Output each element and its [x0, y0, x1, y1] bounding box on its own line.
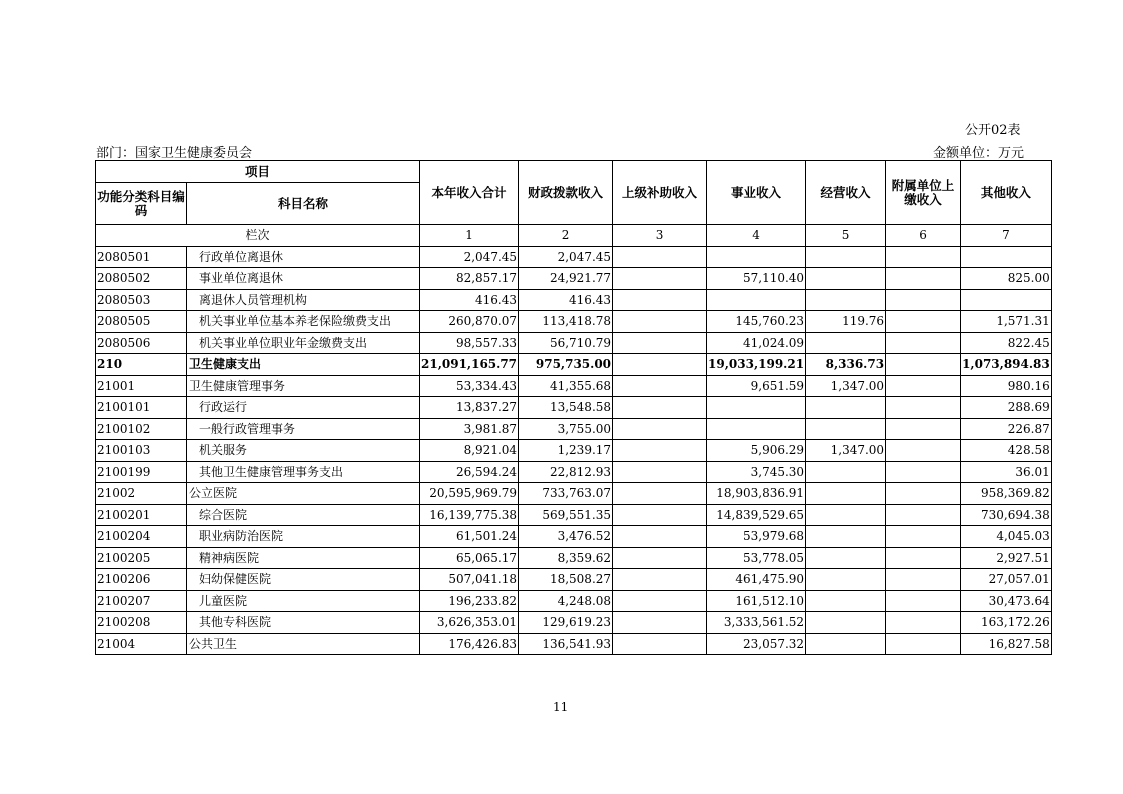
cell-code: 2100207 [96, 590, 187, 612]
header-superior: 上级补助收入 [613, 161, 707, 225]
cell-business: 53,778.05 [707, 547, 806, 569]
income-table [95, 160, 1052, 655]
cell-business: 3,745.30 [707, 461, 806, 483]
cell-name: 公立医院 [187, 483, 420, 505]
cell-total: 82,857.17 [420, 268, 519, 290]
column-number: 2 [519, 225, 613, 247]
cell-operating: 1,347.00 [806, 440, 886, 462]
cell-name: 综合医院 [187, 504, 420, 526]
cell-other: 958,369.82 [961, 483, 1052, 505]
cell-total: 20,595,969.79 [420, 483, 519, 505]
cell-superior [613, 526, 707, 548]
cell-name: 机关事业单位基本养老保险缴费支出 [187, 311, 420, 333]
cell-other [961, 289, 1052, 311]
cell-business: 53,979.68 [707, 526, 806, 548]
table-row [96, 311, 1052, 333]
cell-other: 36.01 [961, 461, 1052, 483]
cell-code: 2080505 [96, 311, 187, 333]
cell-other [961, 246, 1052, 268]
cell-fiscal: 3,476.52 [519, 526, 613, 548]
table-row [96, 354, 1052, 376]
cell-other: 730,694.38 [961, 504, 1052, 526]
cell-business: 14,839,529.65 [707, 504, 806, 526]
cell-name: 其他专科医院 [187, 612, 420, 634]
cell-superior [613, 440, 707, 462]
cell-code: 2100208 [96, 612, 187, 634]
cell-business: 5,906.29 [707, 440, 806, 462]
cell-other: 428.58 [961, 440, 1052, 462]
table-row [96, 397, 1052, 419]
cell-superior [613, 547, 707, 569]
table-row [96, 483, 1052, 505]
cell-affiliated [886, 268, 961, 290]
cell-other: 163,172.26 [961, 612, 1052, 634]
cell-affiliated [886, 418, 961, 440]
cell-superior [613, 633, 707, 655]
cell-superior [613, 246, 707, 268]
cell-superior [613, 311, 707, 333]
cell-other: 980.16 [961, 375, 1052, 397]
cell-operating [806, 569, 886, 591]
unit-label: 金额单位：万元 [933, 146, 1025, 161]
cell-fiscal: 4,248.08 [519, 590, 613, 612]
cell-code: 2100201 [96, 504, 187, 526]
cell-total: 98,557.33 [420, 332, 519, 354]
cell-other: 825.00 [961, 268, 1052, 290]
cell-name: 离退休人员管理机构 [187, 289, 420, 311]
cell-other: 30,473.64 [961, 590, 1052, 612]
cell-fiscal: 8,359.62 [519, 547, 613, 569]
cell-affiliated [886, 246, 961, 268]
table-row [96, 332, 1052, 354]
cell-affiliated [886, 461, 961, 483]
cell-operating [806, 332, 886, 354]
cell-code: 2080502 [96, 268, 187, 290]
cell-superior [613, 483, 707, 505]
cell-total: 507,041.18 [420, 569, 519, 591]
cell-affiliated [886, 440, 961, 462]
cell-name: 公共卫生 [187, 633, 420, 655]
header-item: 项目 [96, 161, 420, 183]
cell-operating [806, 483, 886, 505]
table-row [96, 246, 1052, 268]
cell-total: 53,334.43 [420, 375, 519, 397]
cell-name: 其他卫生健康管理事务支出 [187, 461, 420, 483]
header-total: 本年收入合计 [420, 161, 519, 225]
cell-business: 57,110.40 [707, 268, 806, 290]
cell-name: 精神病医院 [187, 547, 420, 569]
cell-other: 288.69 [961, 397, 1052, 419]
cell-operating [806, 526, 886, 548]
cell-name: 机关服务 [187, 440, 420, 462]
cell-superior [613, 354, 707, 376]
table-row [96, 590, 1052, 612]
cell-fiscal: 129,619.23 [519, 612, 613, 634]
cell-operating [806, 633, 886, 655]
cell-superior [613, 332, 707, 354]
cell-total: 8,921.04 [420, 440, 519, 462]
cell-affiliated [886, 375, 961, 397]
cell-name: 行政单位离退休 [187, 246, 420, 268]
cell-name: 职业病防治医院 [187, 526, 420, 548]
cell-business: 3,333,561.52 [707, 612, 806, 634]
cell-fiscal: 56,710.79 [519, 332, 613, 354]
table-row [96, 547, 1052, 569]
cell-fiscal: 569,551.35 [519, 504, 613, 526]
table-row [96, 569, 1052, 591]
cell-affiliated [886, 504, 961, 526]
header-affiliated: 附属单位上缴收入 [886, 161, 961, 225]
cell-operating: 119.76 [806, 311, 886, 333]
cell-affiliated [886, 569, 961, 591]
cell-fiscal: 41,355.68 [519, 375, 613, 397]
cell-other: 822.45 [961, 332, 1052, 354]
table-body [96, 246, 1052, 655]
cell-total: 416.43 [420, 289, 519, 311]
cell-superior [613, 590, 707, 612]
cell-affiliated [886, 633, 961, 655]
cell-total: 2,047.45 [420, 246, 519, 268]
cell-code: 2100101 [96, 397, 187, 419]
cell-total: 3,981.87 [420, 418, 519, 440]
cell-affiliated [886, 332, 961, 354]
column-number: 1 [420, 225, 519, 247]
cell-code: 21002 [96, 483, 187, 505]
cell-business: 18,903,836.91 [707, 483, 806, 505]
cell-code: 2100206 [96, 569, 187, 591]
table-row [96, 526, 1052, 548]
cell-fiscal: 3,755.00 [519, 418, 613, 440]
cell-fiscal: 22,812.93 [519, 461, 613, 483]
table-row [96, 633, 1052, 655]
table-row [96, 289, 1052, 311]
cell-affiliated [886, 289, 961, 311]
header-fiscal: 财政拨款收入 [519, 161, 613, 225]
cell-operating [806, 289, 886, 311]
cell-code: 2080506 [96, 332, 187, 354]
cell-code: 21004 [96, 633, 187, 655]
header-other: 其他收入 [961, 161, 1052, 225]
cell-superior [613, 289, 707, 311]
header-name: 科目名称 [187, 183, 420, 225]
table-row [96, 504, 1052, 526]
page-number: 11 [553, 700, 569, 714]
cell-operating [806, 504, 886, 526]
cell-superior [613, 569, 707, 591]
cell-business [707, 246, 806, 268]
table-row [96, 461, 1052, 483]
cell-name: 行政运行 [187, 397, 420, 419]
cell-operating [806, 246, 886, 268]
cell-total: 26,594.24 [420, 461, 519, 483]
cell-other: 2,927.51 [961, 547, 1052, 569]
cell-superior [613, 504, 707, 526]
cell-affiliated [886, 397, 961, 419]
cell-total: 260,870.07 [420, 311, 519, 333]
cell-other: 16,827.58 [961, 633, 1052, 655]
header-business: 事业收入 [707, 161, 806, 225]
cell-code: 2100199 [96, 461, 187, 483]
header-code: 功能分类科目编码 [96, 183, 187, 225]
cell-business: 145,760.23 [707, 311, 806, 333]
cell-operating [806, 397, 886, 419]
cell-fiscal: 1,239.17 [519, 440, 613, 462]
column-number: 6 [886, 225, 961, 247]
cell-operating: 8,336.73 [806, 354, 886, 376]
column-number: 7 [961, 225, 1052, 247]
table-row [96, 612, 1052, 634]
cell-code: 2100102 [96, 418, 187, 440]
cell-name: 机关事业单位职业年金缴费支出 [187, 332, 420, 354]
cell-operating: 1,347.00 [806, 375, 886, 397]
cell-operating [806, 547, 886, 569]
cell-superior [613, 375, 707, 397]
cell-total: 65,065.17 [420, 547, 519, 569]
cell-affiliated [886, 526, 961, 548]
cell-affiliated [886, 612, 961, 634]
cell-name: 一般行政管理事务 [187, 418, 420, 440]
cell-other: 226.87 [961, 418, 1052, 440]
header-operating: 经营收入 [806, 161, 886, 225]
cell-total: 61,501.24 [420, 526, 519, 548]
cell-name: 儿童医院 [187, 590, 420, 612]
cell-business [707, 418, 806, 440]
cell-superior [613, 268, 707, 290]
column-number: 4 [707, 225, 806, 247]
cell-code: 21001 [96, 375, 187, 397]
cell-operating [806, 461, 886, 483]
cell-name: 事业单位离退休 [187, 268, 420, 290]
cell-other: 4,045.03 [961, 526, 1052, 548]
cell-total: 196,233.82 [420, 590, 519, 612]
cell-total: 3,626,353.01 [420, 612, 519, 634]
cell-business: 41,024.09 [707, 332, 806, 354]
table-row [96, 418, 1052, 440]
column-number: 5 [806, 225, 886, 247]
cell-fiscal: 113,418.78 [519, 311, 613, 333]
cell-code: 210 [96, 354, 187, 376]
cell-superior [613, 612, 707, 634]
cell-fiscal: 24,921.77 [519, 268, 613, 290]
cell-fiscal: 13,548.58 [519, 397, 613, 419]
department-label: 部门：国家卫生健康委员会 [96, 146, 253, 161]
cell-business: 9,651.59 [707, 375, 806, 397]
cell-business: 19,033,199.21 [707, 354, 806, 376]
cell-code: 2100103 [96, 440, 187, 462]
cell-fiscal: 18,508.27 [519, 569, 613, 591]
cell-other: 1,073,894.83 [961, 354, 1052, 376]
cell-operating [806, 418, 886, 440]
cell-other: 1,571.31 [961, 311, 1052, 333]
cell-name: 卫生健康支出 [187, 354, 420, 376]
cell-other: 27,057.01 [961, 569, 1052, 591]
cell-total: 21,091,165.77 [420, 354, 519, 376]
cell-business: 461,475.90 [707, 569, 806, 591]
cell-operating [806, 590, 886, 612]
cell-total: 16,139,775.38 [420, 504, 519, 526]
cell-code: 2100204 [96, 526, 187, 548]
cell-operating [806, 268, 886, 290]
cell-fiscal: 136,541.93 [519, 633, 613, 655]
cell-name: 卫生健康管理事务 [187, 375, 420, 397]
table-row [96, 375, 1052, 397]
cell-affiliated [886, 354, 961, 376]
cell-code: 2080501 [96, 246, 187, 268]
cell-total: 13,837.27 [420, 397, 519, 419]
cell-fiscal: 733,763.07 [519, 483, 613, 505]
cell-affiliated [886, 590, 961, 612]
cell-superior [613, 461, 707, 483]
cell-superior [613, 418, 707, 440]
cell-business [707, 289, 806, 311]
cell-affiliated [886, 311, 961, 333]
cell-code: 2080503 [96, 289, 187, 311]
cell-code: 2100205 [96, 547, 187, 569]
cell-affiliated [886, 483, 961, 505]
cell-fiscal: 2,047.45 [519, 246, 613, 268]
cell-operating [806, 612, 886, 634]
cell-fiscal: 416.43 [519, 289, 613, 311]
cell-business: 23,057.32 [707, 633, 806, 655]
column-number: 3 [613, 225, 707, 247]
cell-affiliated [886, 547, 961, 569]
cell-business: 161,512.10 [707, 590, 806, 612]
table-row [96, 268, 1052, 290]
cell-superior [613, 397, 707, 419]
cell-name: 妇幼保健医院 [187, 569, 420, 591]
cell-total: 176,426.83 [420, 633, 519, 655]
table-row [96, 440, 1052, 462]
table-code: 公开02表 [965, 123, 1021, 138]
column-number-label: 栏次 [96, 225, 420, 247]
cell-fiscal: 975,735.00 [519, 354, 613, 376]
cell-business [707, 397, 806, 419]
